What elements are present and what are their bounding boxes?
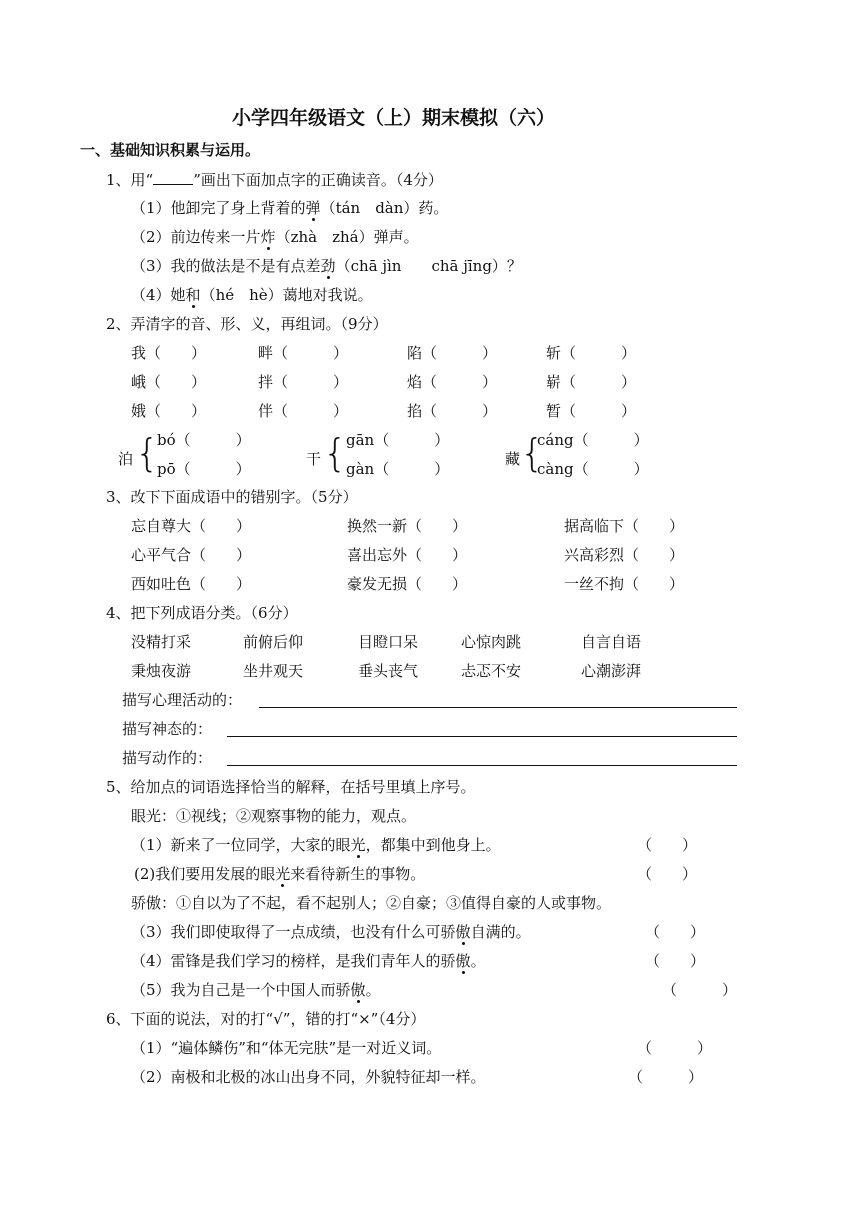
q1-item-options: （chā jìn chā jīng）？: [335, 257, 522, 275]
polyphone-char: 藏: [505, 450, 521, 468]
polyphone-reading: cáng（ ）: [537, 431, 649, 449]
q4-category-label: 描写动作的：: [122, 749, 213, 767]
q2-cell: 崭（ ）: [546, 373, 637, 391]
q5-item-text: 来看待新生的事物。: [290, 865, 426, 883]
q4-category-label: 描写神态的：: [122, 720, 213, 738]
q3-idiom: 豪发无损（ ）: [347, 575, 468, 593]
page-title: 小学四年级语文（上）期末模拟（六）: [232, 107, 556, 129]
q1-item-4: [131, 288, 373, 303]
q3-stem: 3、改下下面成语中的错别字。（5分）: [106, 488, 358, 506]
q3-idiom: 忘自尊大（ ）: [131, 517, 252, 535]
q4-idiom: 目瞪口呆: [358, 633, 419, 651]
q2-cell: 陷（ ）: [407, 344, 498, 362]
dotted-char: 劲: [320, 257, 336, 275]
q4-idiom: 秉烛夜游: [131, 662, 192, 680]
dotted-char: 光: [275, 865, 291, 883]
q2-cell: 我（ ）: [131, 344, 207, 362]
q1-item-text: （3）我的做法是不是有点差: [131, 257, 321, 275]
brace-icon: {: [520, 431, 545, 475]
q4-idiom: 心惊肉跳: [461, 633, 522, 651]
q5-definition: 骄傲：①自以为了不起，看不起别人；②自豪；③值得自豪的人或事物。: [131, 894, 612, 912]
dotted-char: 弹: [305, 199, 321, 217]
underline-sample: [153, 172, 193, 185]
q1-item-options: （zhà zhá）弹声。: [275, 228, 419, 246]
q4-stem: 4、把下列成语分类。（6分）: [106, 604, 298, 622]
q6-item: （2）南极和北极的冰山出身不同，外貌特征却一样。: [131, 1068, 486, 1086]
q3-idiom: 一丝不拘（ ）: [564, 575, 685, 593]
q5-item-3: [131, 925, 531, 940]
q3-idiom: 兴高彩烈（ ）: [564, 546, 685, 564]
answer-paren[interactable]: （ ）: [637, 1039, 713, 1057]
dotted-char: 和: [185, 286, 201, 304]
answer-paren[interactable]: （ ）: [662, 981, 738, 999]
q1-item-options: （tán dàn）药。: [320, 199, 449, 217]
polyphone-reading: càng（ ）: [537, 460, 649, 478]
q5-item-2: [134, 867, 425, 882]
q2-cell: 掐（ ）: [407, 402, 498, 420]
q2-cell: 斩（ ）: [546, 344, 637, 362]
q4-idiom: 忐忑不安: [461, 662, 522, 680]
q5-item-text: （4）雷锋是我们学习的榜样，是我们青年人的骄: [131, 952, 456, 970]
brace-icon: {: [323, 431, 348, 475]
q2-cell: 畔（ ）: [258, 344, 349, 362]
q2-cell: 焰（ ）: [407, 373, 498, 391]
brace-icon: {: [135, 431, 160, 475]
q4-idiom: 垂头丧气: [358, 662, 419, 680]
q5-item-text: ，都集中到他身上。: [365, 836, 501, 854]
q1-item-text: （2）前边传来一片: [131, 228, 261, 246]
q1-item-text: （4）她: [131, 286, 186, 304]
q5-item-text: （1）新来了一位同学，大家的眼: [131, 836, 351, 854]
q5-item-4: [131, 954, 486, 969]
q4-idiom: 没精打采: [131, 633, 192, 651]
q2-cell: 暂（ ）: [546, 402, 637, 420]
q1-item-text: （1）他卸完了身上背着的: [131, 199, 306, 217]
answer-paren[interactable]: （ ）: [637, 836, 698, 854]
dotted-char: 傲: [350, 981, 366, 999]
q4-category-label: 描写心理活动的：: [122, 691, 243, 709]
q3-idiom: 喜出忘外（ ）: [347, 546, 468, 564]
dotted-char: 傲: [455, 952, 471, 970]
q5-item-text: 自满的。: [470, 923, 531, 941]
polyphone-char: 干: [306, 450, 322, 468]
polyphone-reading: gān（ ）: [346, 431, 450, 449]
answer-paren[interactable]: （ ）: [645, 952, 706, 970]
dotted-char: 炸: [260, 228, 276, 246]
q5-item-1: [131, 838, 501, 853]
q1-item-3: [131, 259, 522, 274]
q2-cell: 拌（ ）: [258, 373, 349, 391]
q5-stem: 5、给加点的词语选择恰当的解释，在括号里填上序号。: [106, 778, 476, 796]
answer-line[interactable]: [227, 765, 737, 766]
answer-paren[interactable]: （ ）: [645, 923, 706, 941]
polyphone-reading: gàn（ ）: [346, 460, 450, 478]
polyphone-reading: pō（ ）: [157, 460, 251, 478]
q6-item: （1）“遍体鳞伤”和“体无完肤”是一对近义词。: [131, 1039, 442, 1057]
q1-stem-after: ”画出下面加点字的正确读音。（4分）: [193, 171, 443, 189]
q2-cell: 伴（ ）: [258, 402, 349, 420]
q1-item-options: （hé hè）蔼地对我说。: [200, 286, 373, 304]
answer-line[interactable]: [259, 707, 737, 708]
polyphone-reading: bó（ ）: [157, 431, 251, 449]
q2-cell: 峨（ ）: [131, 373, 207, 391]
q3-idiom: 据高临下（ ）: [564, 517, 685, 535]
q5-item-text: （5）我为自己是一个中国人而骄: [131, 981, 351, 999]
q5-item-text: 。: [365, 981, 381, 999]
q1-item-1: [131, 201, 448, 216]
q5-item-text: （3）我们即使取得了一点成绩，也没有什么可骄: [131, 923, 456, 941]
q2-cell: 娥（ ）: [131, 402, 207, 420]
answer-line[interactable]: [227, 736, 737, 737]
polyphone-char: 泊: [118, 450, 134, 468]
section-heading: 一、基础知识积累与运用。: [80, 141, 261, 159]
q4-idiom: 前俯后仰: [243, 633, 304, 651]
q5-definition: 眼光：①视线；②观察事物的能力，观点。: [131, 807, 417, 825]
dotted-char: 傲: [455, 923, 471, 941]
q4-idiom: 心潮澎湃: [581, 662, 642, 680]
q2-stem: 2、弄清字的音、形、义，再组词。（9分）: [106, 315, 388, 333]
q4-idiom: 自言自语: [581, 633, 642, 651]
q1-stem: [106, 172, 443, 188]
q3-idiom: 心平气合（ ）: [131, 546, 252, 564]
q1-stem-before: 1、用“: [106, 171, 154, 189]
answer-paren[interactable]: （ ）: [637, 865, 698, 883]
dotted-char: 光: [350, 836, 366, 854]
q5-item-5: [131, 983, 381, 998]
q5-item-text: (2)我们要用发展的眼: [134, 865, 276, 883]
q3-idiom: 换然一新（ ）: [347, 517, 468, 535]
q4-idiom: 坐井观天: [243, 662, 304, 680]
q5-item-text: 。: [470, 952, 486, 970]
q6-stem: 6、下面的说法，对的打“√”，错的打“×”（4分）: [106, 1010, 426, 1028]
q1-item-2: [131, 230, 419, 245]
answer-paren[interactable]: （ ）: [628, 1068, 704, 1086]
q3-idiom: 西如吐色（ ）: [131, 575, 252, 593]
